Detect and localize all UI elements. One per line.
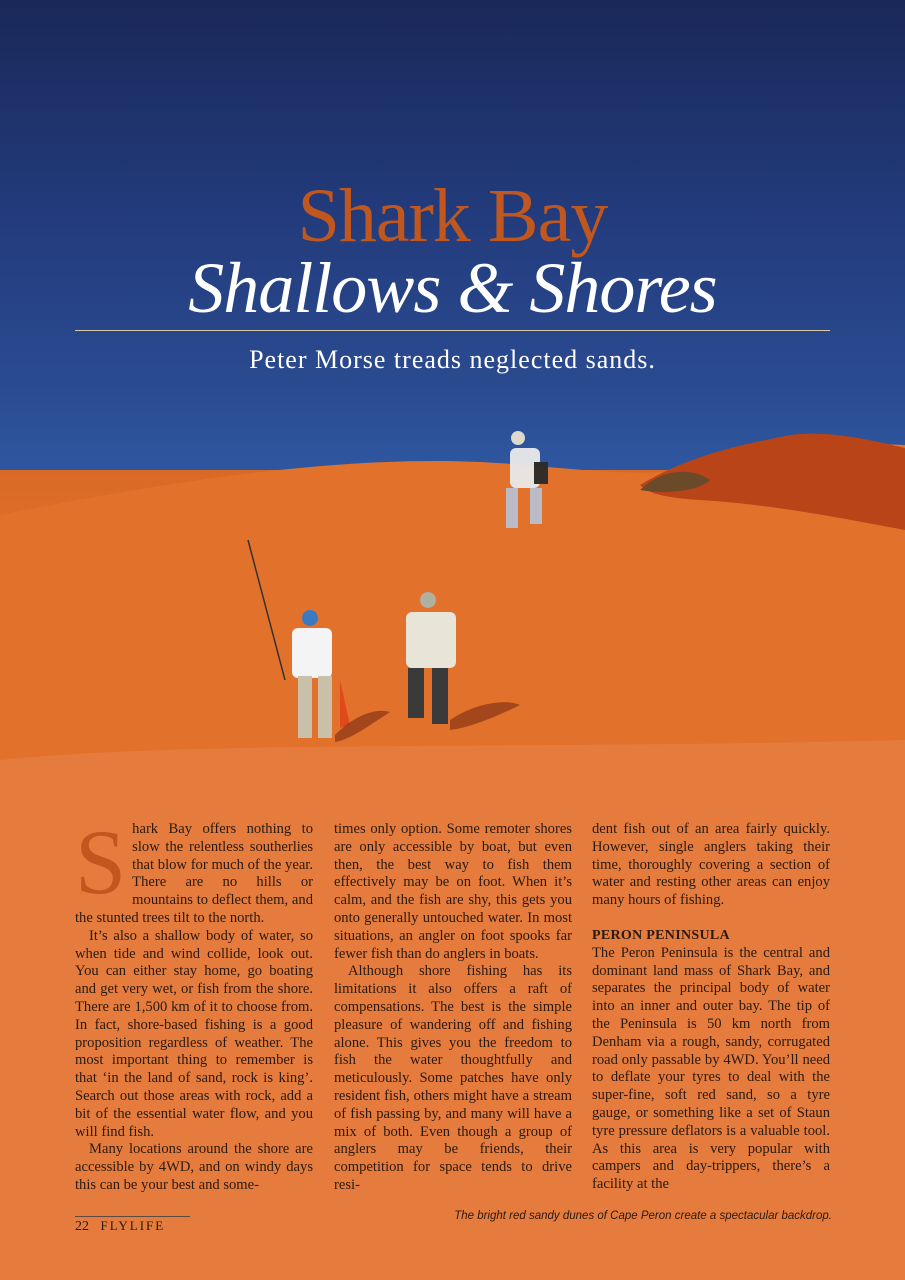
paragraph: It’s also a shallow body of water, so when tide and wind collide, look out. You can either stay home, go boating and get very wet, or fish from the shore. There are 1,500 km of it to choose from. In fact, shore-based fishing is a good proposition regardless of weather. The most important thing to remember is that ‘in the land of sand, rock is king’. Search out those areas with rock, add a bit of the essential water flow, and you will find fish. — [75, 927, 313, 1140]
text-column-1 — [75, 811, 313, 1195]
text-column-3 — [592, 821, 830, 1194]
paragraph: dent fish out of an area fairly quickly. However, single anglers taking their time, thoroughly covering a section of water and resting other areas can enjoy many hours of fishing. — [592, 821, 830, 909]
paragraph: The Peron Peninsula is the central and dominant land mass of Shark Bay, and separates the principal body of water into an inner and outer bay. The tip of the Peninsula is 50 km north from Denham via a rough, sandy, corrugated road only passable by 4WD. You’ll need to deflate your tyres to deal with the super-fine, soft red sand, so a tyre gauge, or something like a set of Staun tyre pressure deflators is a valuable tool. As this area is very popular with campers and day-trippers, there’s a facility at the — [592, 944, 830, 1193]
paragraph: hark Bay offers nothing to slow the relentless southerlies that blow for much of the year. There are no hills or mountains to deflect them, and the stunted trees tilt to the north. — [75, 821, 313, 926]
page-number: 22 — [75, 1219, 89, 1234]
headline-line2: Shallows & Shores — [188, 248, 717, 328]
standfirst: Peter Morse treads neglected sands. — [249, 345, 656, 374]
folio — [75, 1218, 165, 1235]
folio-rule — [75, 1216, 190, 1217]
paragraph: Many locations around the shore are accessible by 4WD, and on windy days this can be your best and some- — [75, 1141, 313, 1193]
photo-caption: The bright red sandy dunes of Cape Peron create a spectacular backdrop. — [454, 1210, 832, 1222]
headline-line1: Shark Bay — [297, 174, 608, 258]
headline-rule — [75, 330, 830, 331]
drop-cap: S — [75, 811, 127, 913]
text-column-2 — [334, 821, 572, 1195]
section-heading: PERON PENINSULA — [592, 927, 730, 943]
paragraph: times only option. Some remoter shores are only accessible by boat, but even then, the best way to fish them effectively may be on foot. When it’s calm, and the fish are shy, this gets you onto generally untouched water. In most situations, an angler on foot spooks far fewer fish than do anglers in boats. — [334, 821, 572, 962]
paragraph: Although shore fishing has its limitations it also offers a raft of compensations. The best is the simple pleasure of wandering off and fishing alone. This gives you the freedom to fish the water thoughtfully and meticulously. Some patches have only resident fish, others might have a stream of fish passing by, and many will have a mix of both. Even though a group of anglers may be friends, their competition for space tends to drive resi- — [334, 963, 572, 1193]
magazine-name: FLYLIFE — [100, 1218, 166, 1233]
